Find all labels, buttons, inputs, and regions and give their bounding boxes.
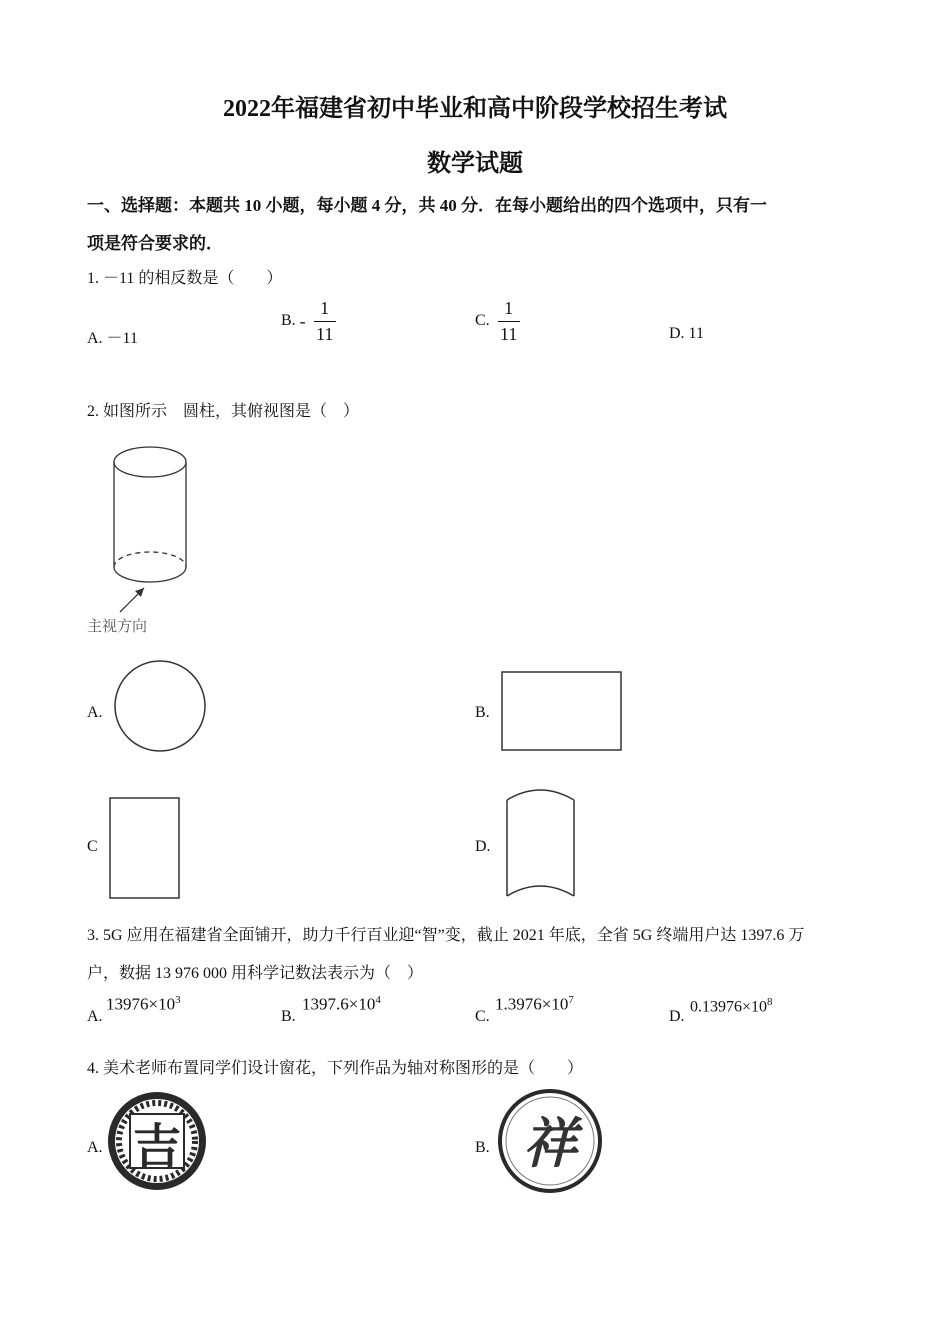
q3-option-a-exponent: 3 <box>175 994 181 1006</box>
q1-option-c-numerator: 1 <box>504 298 514 318</box>
q3-option-a-label: A. <box>87 1008 103 1025</box>
q2-option-a-circle <box>112 660 208 752</box>
q1-option-c-denominator: 11 <box>500 323 518 344</box>
q3-option-a-value <box>106 994 181 1015</box>
q3-option-a-base: 13976×10 <box>106 994 176 1014</box>
q3-option-b-exponent: 4 <box>375 994 381 1006</box>
q4-option-a-paper-cut-ji <box>106 1090 208 1192</box>
q1-option-c-fraction <box>498 298 520 344</box>
section-heading-line1: 一、选择题：本题共 10 小题，每小题 4 分，共 40 分．在每小题给出的四个选项中，只有一 <box>87 196 767 215</box>
q3-option-c-value <box>495 994 574 1015</box>
q4-option-b-paper-cut-xiang <box>497 1088 603 1194</box>
fraction-bar <box>314 321 336 322</box>
q3-option-d-base: 0.13976×10 <box>690 998 768 1016</box>
q2-option-c-rectangle <box>108 796 184 902</box>
q3-option-d-exponent: 8 <box>767 996 773 1008</box>
q1-option-b-fraction <box>314 298 336 344</box>
q1-option-a: A. －11 <box>87 330 138 347</box>
section-heading-line2: 项是符合要求的． <box>87 234 223 253</box>
q2-option-d-cylinder-side <box>504 786 578 904</box>
q1-option-b-numerator: 1 <box>320 298 330 318</box>
cylinder-figure <box>100 440 210 620</box>
q2-option-b-label: B. <box>475 704 490 721</box>
q3-option-b-label: B. <box>281 1008 296 1025</box>
page-subtitle: 数学试题 <box>427 151 523 177</box>
view-direction-caption: 主视方向 <box>87 617 148 635</box>
q2-option-b-rectangle <box>500 670 624 754</box>
q4-option-b-label: B. <box>475 1139 490 1156</box>
q4-stem: 4. 美术老师布置同学们设计窗花，下列作品为轴对称图形的是（ ） <box>87 1060 584 1077</box>
q3-option-c-exponent: 7 <box>568 994 574 1006</box>
q3-stem-line2: 户，数据 13 976 000 用科学记数法表示为（ ） <box>87 965 424 982</box>
q2-stem: 2. 如图所示 圆柱，其俯视图是（ ） <box>87 403 360 420</box>
q4-option-a-character: 吉 <box>132 1119 182 1175</box>
q3-option-c-base: 1.3976×10 <box>495 994 569 1014</box>
q1-option-b <box>281 298 336 344</box>
q1-option-c <box>475 298 520 344</box>
q2-option-a-label: A. <box>87 704 103 721</box>
q3-option-b-value <box>302 994 381 1015</box>
q4-option-a-label: A. <box>87 1139 103 1156</box>
q1-option-b-sign: - <box>299 310 306 331</box>
fraction-bar <box>498 321 520 322</box>
q3-stem-line1: 3. 5G 应用在福建省全面铺开，助力千行百业迎“智”变，截止 2021 年底，全省 5G 终端用户达 1397.6 万 <box>87 927 805 944</box>
q2-option-d-label: D. <box>475 838 491 855</box>
q3-option-b-base: 1397.6×10 <box>302 994 376 1014</box>
q1-option-c-label: C. <box>475 312 490 330</box>
q3-option-c-label: C. <box>475 1008 490 1025</box>
q2-option-c-label: C <box>87 838 98 855</box>
q4-option-b-character: 祥 <box>523 1111 577 1175</box>
q1-option-d: D. 11 <box>669 325 704 342</box>
q3-option-d-label: D. <box>669 1008 685 1025</box>
q1-option-b-label: B. <box>281 312 296 330</box>
q1-stem: 1. －11 的相反数是（ ） <box>87 270 283 287</box>
q3-option-d-value <box>690 996 773 1016</box>
q1-option-b-denominator: 11 <box>316 323 334 344</box>
page-title: 2022年福建省初中毕业和高中阶段学校招生考试 <box>223 96 727 122</box>
